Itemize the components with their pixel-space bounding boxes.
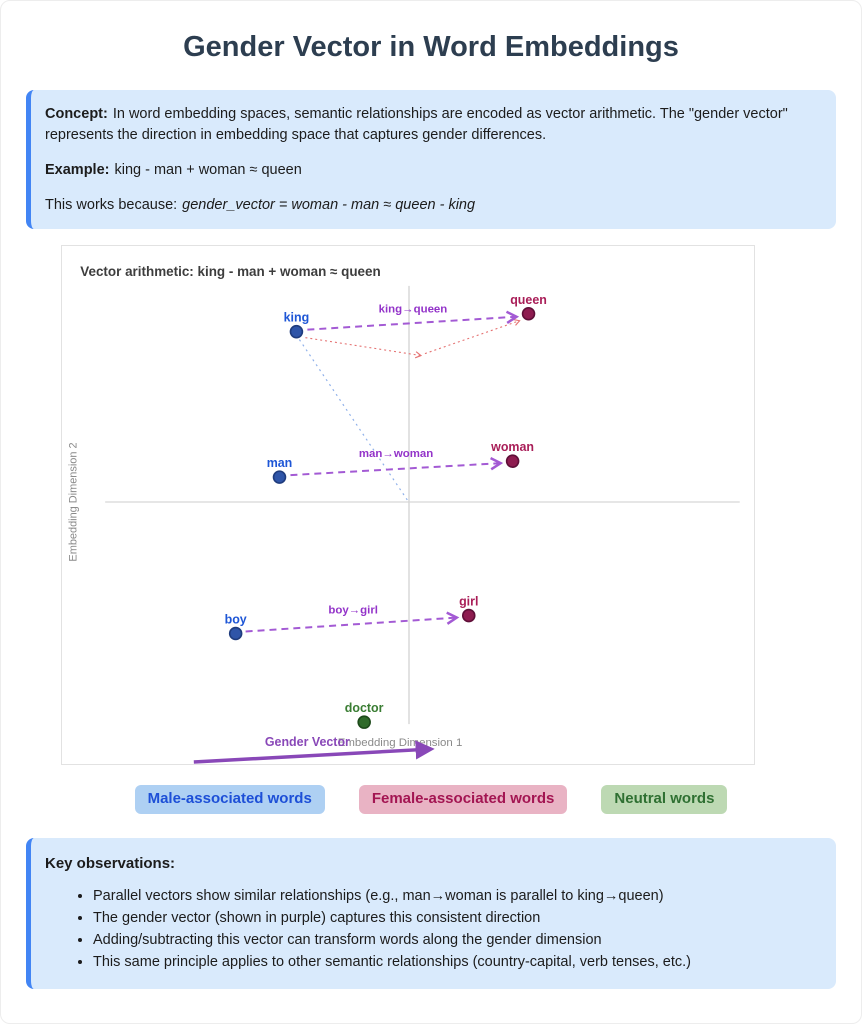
chart-point-label-king: king bbox=[283, 310, 310, 325]
concept-box bbox=[26, 90, 836, 229]
construction-line-blue bbox=[299, 340, 408, 501]
chart-point-woman bbox=[507, 455, 519, 467]
works-formula: gender_vector = woman - man ≈ queen - king bbox=[182, 197, 476, 214]
chart-point-label-man: man bbox=[266, 456, 293, 471]
chart-point-boy bbox=[230, 628, 242, 640]
legend-badge-female: Female-associated words bbox=[359, 785, 568, 814]
chart-point-label-boy: boy bbox=[224, 612, 247, 627]
observation-item: • The gender vector (shown in purple) captures this consistent direction bbox=[93, 907, 818, 929]
example-label: Example: bbox=[45, 162, 110, 179]
chart-point-label-girl: girl bbox=[459, 594, 479, 609]
concept-paragraph bbox=[45, 104, 818, 146]
embedding-scatter-chart bbox=[62, 246, 754, 764]
legend-badge-neutral: Neutral words bbox=[601, 785, 727, 814]
legend-badge-male: Male-associated words bbox=[135, 785, 325, 814]
example-paragraph bbox=[45, 160, 818, 181]
observations-heading: Key observations: bbox=[45, 854, 176, 872]
chart-arrow-label-man-woman: man→woman bbox=[358, 448, 434, 461]
page-title: Gender Vector in Word Embeddings bbox=[183, 31, 679, 63]
chart-point-label-woman: woman bbox=[491, 440, 535, 455]
gender-vector-arrow bbox=[194, 749, 431, 762]
gender-vector-label: Gender Vector bbox=[264, 735, 350, 750]
observation-item: • Parallel vectors show similar relationships (e.g., man→woman is parallel to king→queen) bbox=[93, 885, 818, 907]
embedding-chart-card bbox=[61, 245, 755, 765]
chart-title: Vector arithmetic: king - man + woman ≈ queen bbox=[80, 263, 381, 279]
chart-arrow-king-queen bbox=[307, 317, 516, 330]
works-paragraph bbox=[45, 195, 818, 216]
construction-line-red-1 bbox=[305, 338, 421, 356]
chart-point-label-queen: queen bbox=[510, 292, 547, 307]
chart-arrow-boy-girl bbox=[246, 618, 457, 632]
chart-point-label-doctor: doctor bbox=[344, 701, 384, 716]
concept-text: In word embedding spaces, semantic relationships are encoded as vector arithmetic. The "gender vector" represents the direction in embedding space that captures gender differences. bbox=[45, 106, 788, 144]
example-text: king - man + woman ≈ queen bbox=[114, 162, 302, 179]
concept-label: Concept: bbox=[45, 106, 108, 122]
chart-legend bbox=[1, 785, 861, 814]
chart-point-girl bbox=[463, 610, 475, 622]
observations-list bbox=[69, 885, 818, 973]
x-axis-label: Embedding Dimension 1 bbox=[337, 737, 463, 750]
works-prefix: This works because: bbox=[45, 197, 178, 214]
chart-point-king bbox=[290, 326, 302, 338]
chart-arrow-label-boy-girl: boy→girl bbox=[328, 604, 379, 617]
chart-point-man bbox=[274, 471, 286, 483]
observation-item: • Adding/subtracting this vector can transform words along the gender dimension bbox=[93, 929, 818, 951]
observation-item: • This same principle applies to other semantic relationships (country-capital, verb tenses, etc.) bbox=[93, 951, 818, 973]
chart-arrow-label-king-queen: king→queen bbox=[378, 303, 448, 316]
observations-box bbox=[26, 838, 836, 990]
chart-arrow-man-woman bbox=[290, 463, 500, 475]
y-axis-label: Embedding Dimension 2 bbox=[67, 442, 80, 562]
chart-point-queen bbox=[523, 308, 535, 320]
construction-line-red-2 bbox=[425, 321, 520, 354]
chart-point-doctor bbox=[358, 716, 370, 728]
